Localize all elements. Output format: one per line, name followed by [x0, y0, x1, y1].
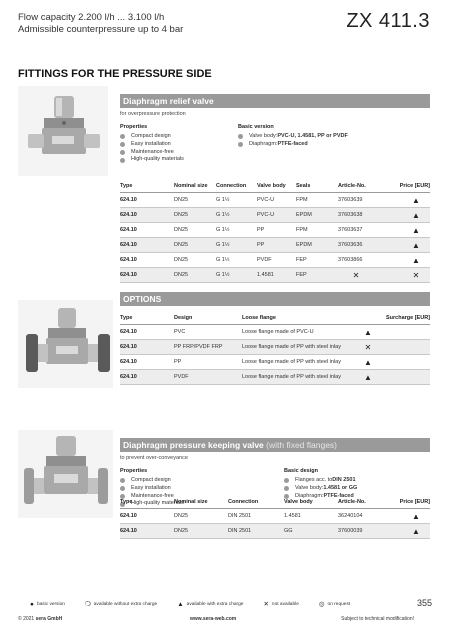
loose-flange-cell: Loose flange made of PP with steel inlay: [242, 344, 341, 350]
type-cell: 624.10: [120, 212, 137, 218]
triangle-icon: ▲: [412, 527, 420, 536]
list-item: Compact design: [120, 477, 184, 485]
article-number-cell: 37603866: [338, 257, 363, 263]
table-row: [120, 509, 430, 524]
triangle-icon: ▲: [412, 226, 420, 235]
design-cell: PVC: [174, 329, 186, 335]
triangle-icon: ▲: [412, 211, 420, 220]
page-number: 355: [416, 598, 432, 608]
nominal-size-cell: DN25: [174, 197, 189, 203]
type-cell: 624.10: [120, 242, 137, 248]
type-cell: 624.10: [120, 257, 137, 263]
pressure-keeping-valve-photo: [18, 430, 113, 518]
connection-cell: DIN 2501: [228, 528, 252, 534]
table-row: [120, 355, 430, 370]
relief-basic-list: [238, 133, 348, 149]
table-row: [120, 238, 430, 253]
relief-valve-title: Diaphragm relief valve: [123, 96, 214, 106]
loose-flange-cell: Loose flange made of PP with steel inlay: [242, 359, 341, 365]
cross-icon: ✕: [352, 271, 360, 280]
seals-cell: EPDM: [296, 242, 312, 248]
type-cell: 624.10: [120, 272, 137, 278]
bullet-dot-icon: [238, 134, 243, 139]
seals-cell: FPM: [296, 197, 308, 203]
list-item: Valve body: 1.4581 or GG: [284, 485, 357, 493]
list-item: Valve body: PVC-U, 1.4581, PP or PVDF: [238, 133, 348, 141]
bullet-dot-icon: [120, 486, 125, 491]
options-heading: [120, 292, 430, 306]
properties-heading: Properties: [120, 124, 148, 130]
pressure-keeping-title-note: (with fixed flanges): [263, 440, 338, 450]
table-header-row: Type Nominal size Connection Valve body Article-No. Price [EUR]: [120, 496, 430, 509]
legend-item: ◎ on request: [318, 601, 351, 608]
pressure-keeping-table: [120, 496, 430, 539]
legend-item: ✕ not available: [263, 601, 299, 608]
table-row: [120, 370, 430, 385]
cross-icon: ✕: [364, 343, 372, 352]
nominal-size-cell: DN25: [174, 257, 189, 263]
copyright: © 2021 sera GmbH: [18, 616, 63, 622]
connection-cell: G 1½: [216, 212, 230, 218]
legend-item: ❍ available without extra charge: [84, 601, 158, 608]
type-cell: 624.10: [120, 513, 137, 519]
list-item: Easy installation: [120, 485, 184, 493]
valve-body-cell: PVDF: [257, 257, 272, 263]
company-name: sera GmbH: [35, 616, 63, 622]
valve-body-cell: PP: [257, 227, 265, 233]
connection-cell: G 1½: [216, 227, 230, 233]
relief-valve-table: [120, 180, 430, 283]
website-link[interactable]: www.sera-web.com: [190, 616, 237, 622]
cross-icon: ✕: [412, 271, 420, 280]
triangle-icon: ▲: [364, 373, 372, 382]
triangle-icon: ▲: [177, 600, 184, 608]
table-row: [120, 193, 430, 208]
product-code: ZX 411.3: [346, 10, 430, 32]
seals-cell: FEP: [296, 272, 307, 278]
properties-heading: Properties: [120, 468, 148, 474]
type-cell: 624.10: [120, 329, 137, 335]
connection-cell: G 1½: [216, 197, 230, 203]
flanged-valve-photo: [18, 300, 113, 388]
valve-body-cell: PP: [257, 242, 265, 248]
table-row: [120, 268, 430, 283]
bullet-dot-icon: [120, 134, 125, 139]
list-item: High-quality materials: [120, 500, 184, 508]
basic-version-heading: Basic version: [238, 124, 274, 130]
design-cell: PP: [174, 359, 182, 365]
cross-icon: ✕: [263, 601, 269, 608]
bullet-dot-icon: [284, 486, 289, 491]
table-row: [120, 325, 430, 340]
connection-cell: G 1½: [216, 272, 230, 278]
table-row: [120, 208, 430, 223]
valve-body-cell: PVC-U: [257, 197, 275, 203]
pressure-keeping-subtitle: to prevent over-conveyance: [120, 455, 188, 461]
triangle-icon: ▲: [412, 241, 420, 250]
relief-valve-heading: [120, 94, 430, 108]
target-circle-icon: ◎: [318, 601, 325, 608]
symbol-legend: [30, 600, 370, 608]
type-cell: 624.10: [120, 359, 137, 365]
article-number-cell: 37603637: [338, 227, 363, 233]
nominal-size-cell: DN25: [174, 242, 189, 248]
triangle-icon: ▲: [412, 512, 420, 521]
section-title: FITTINGS FOR THE PRESSURE SIDE: [18, 68, 212, 80]
relief-valve-photo: [18, 86, 108, 176]
article-number-cell: 37600039: [338, 528, 363, 534]
connection-cell: G 1½: [216, 257, 230, 263]
article-number-cell: 36240104: [338, 513, 363, 519]
article-number-cell: 37603636: [338, 242, 363, 248]
disclaimer: Subject to technical modification!: [341, 616, 414, 622]
connection-cell: G 1½: [216, 242, 230, 248]
nominal-size-cell: DN25: [174, 513, 189, 519]
valve-body-cell: 1.4581: [284, 513, 301, 519]
filled-circle-icon: ●: [30, 600, 34, 608]
table-header-row: Type Design Loose flange Surcharge [EUR]: [120, 312, 430, 325]
list-item: Diaphragm: PTFE-faced: [284, 493, 357, 501]
nominal-size-cell: DN25: [174, 528, 189, 534]
valve-body-cell: 1.4581: [257, 272, 274, 278]
type-cell: 624.10: [120, 344, 137, 350]
connection-cell: DIN 2501: [228, 513, 252, 519]
bullet-dot-icon: [120, 478, 125, 483]
options-title: OPTIONS: [123, 294, 162, 304]
open-circle-icon: ❍: [84, 601, 91, 608]
relief-valve-subtitle: for overpressure protection: [120, 111, 186, 117]
valve-body-cell: GG: [284, 528, 293, 534]
nominal-size-cell: DN25: [174, 212, 189, 218]
nominal-size-cell: DN25: [174, 227, 189, 233]
design-cell: PP FRP/PVDF FRP: [174, 344, 223, 350]
counterpressure-text: Admissible counterpressure up to 4 bar: [18, 24, 184, 35]
list-item: Diaphragm: PTFE-faced: [238, 141, 348, 149]
relief-properties-list: [120, 133, 184, 164]
type-cell: 624.10: [120, 197, 137, 203]
table-header-row: Type Nominal size Connection Valve body Seals Article-No. Price [EUR]: [120, 180, 430, 193]
table-row: [120, 223, 430, 238]
pressure-keeping-title: Diaphragm pressure keeping valve: [123, 440, 264, 450]
seals-cell: FEP: [296, 257, 307, 263]
basic-design-heading: Basic design: [284, 468, 318, 474]
triangle-icon: ▲: [364, 328, 372, 337]
article-number-cell: 37603639: [338, 197, 363, 203]
bullet-dot-icon: [120, 142, 125, 147]
flow-capacity-text: Flow capacity 2.200 l/h ... 3.100 l/h: [18, 12, 165, 23]
bullet-dot-icon: [120, 158, 125, 163]
seals-cell: FPM: [296, 227, 308, 233]
header-subtitle-block: [18, 12, 183, 36]
table-row: [120, 524, 430, 539]
article-number-cell: 37603638: [338, 212, 363, 218]
options-table: [120, 312, 430, 385]
table-row: [120, 253, 430, 268]
type-cell: 624.10: [120, 528, 137, 534]
list-item: Maintenance-free: [120, 149, 184, 157]
bullet-dot-icon: [120, 150, 125, 155]
seals-cell: EPDM: [296, 212, 312, 218]
list-item: Flanges acc. to DIN 2501: [284, 477, 357, 485]
pressure-keeping-heading: [120, 438, 430, 452]
list-item: High-quality materials: [120, 156, 184, 164]
loose-flange-cell: Loose flange made of PVC-U: [242, 329, 314, 335]
legend-item: ● basic version: [30, 600, 65, 608]
list-item: Easy installation: [120, 141, 184, 149]
nominal-size-cell: DN25: [174, 272, 189, 278]
bullet-dot-icon: [238, 142, 243, 147]
bullet-dot-icon: [284, 478, 289, 483]
design-cell: PVDF: [174, 374, 189, 380]
list-item: Maintenance-free: [120, 493, 184, 501]
legend-item: ▲ available with extra charge: [177, 600, 244, 608]
loose-flange-cell: Loose flange made of PP with steel inlay: [242, 374, 341, 380]
triangle-icon: ▲: [364, 358, 372, 367]
table-row: [120, 340, 430, 355]
valve-body-cell: PVC-U: [257, 212, 275, 218]
type-cell: 624.10: [120, 374, 137, 380]
list-item: Compact design: [120, 133, 184, 141]
type-cell: 624.10: [120, 227, 137, 233]
triangle-icon: ▲: [412, 196, 420, 205]
triangle-icon: ▲: [412, 256, 420, 265]
